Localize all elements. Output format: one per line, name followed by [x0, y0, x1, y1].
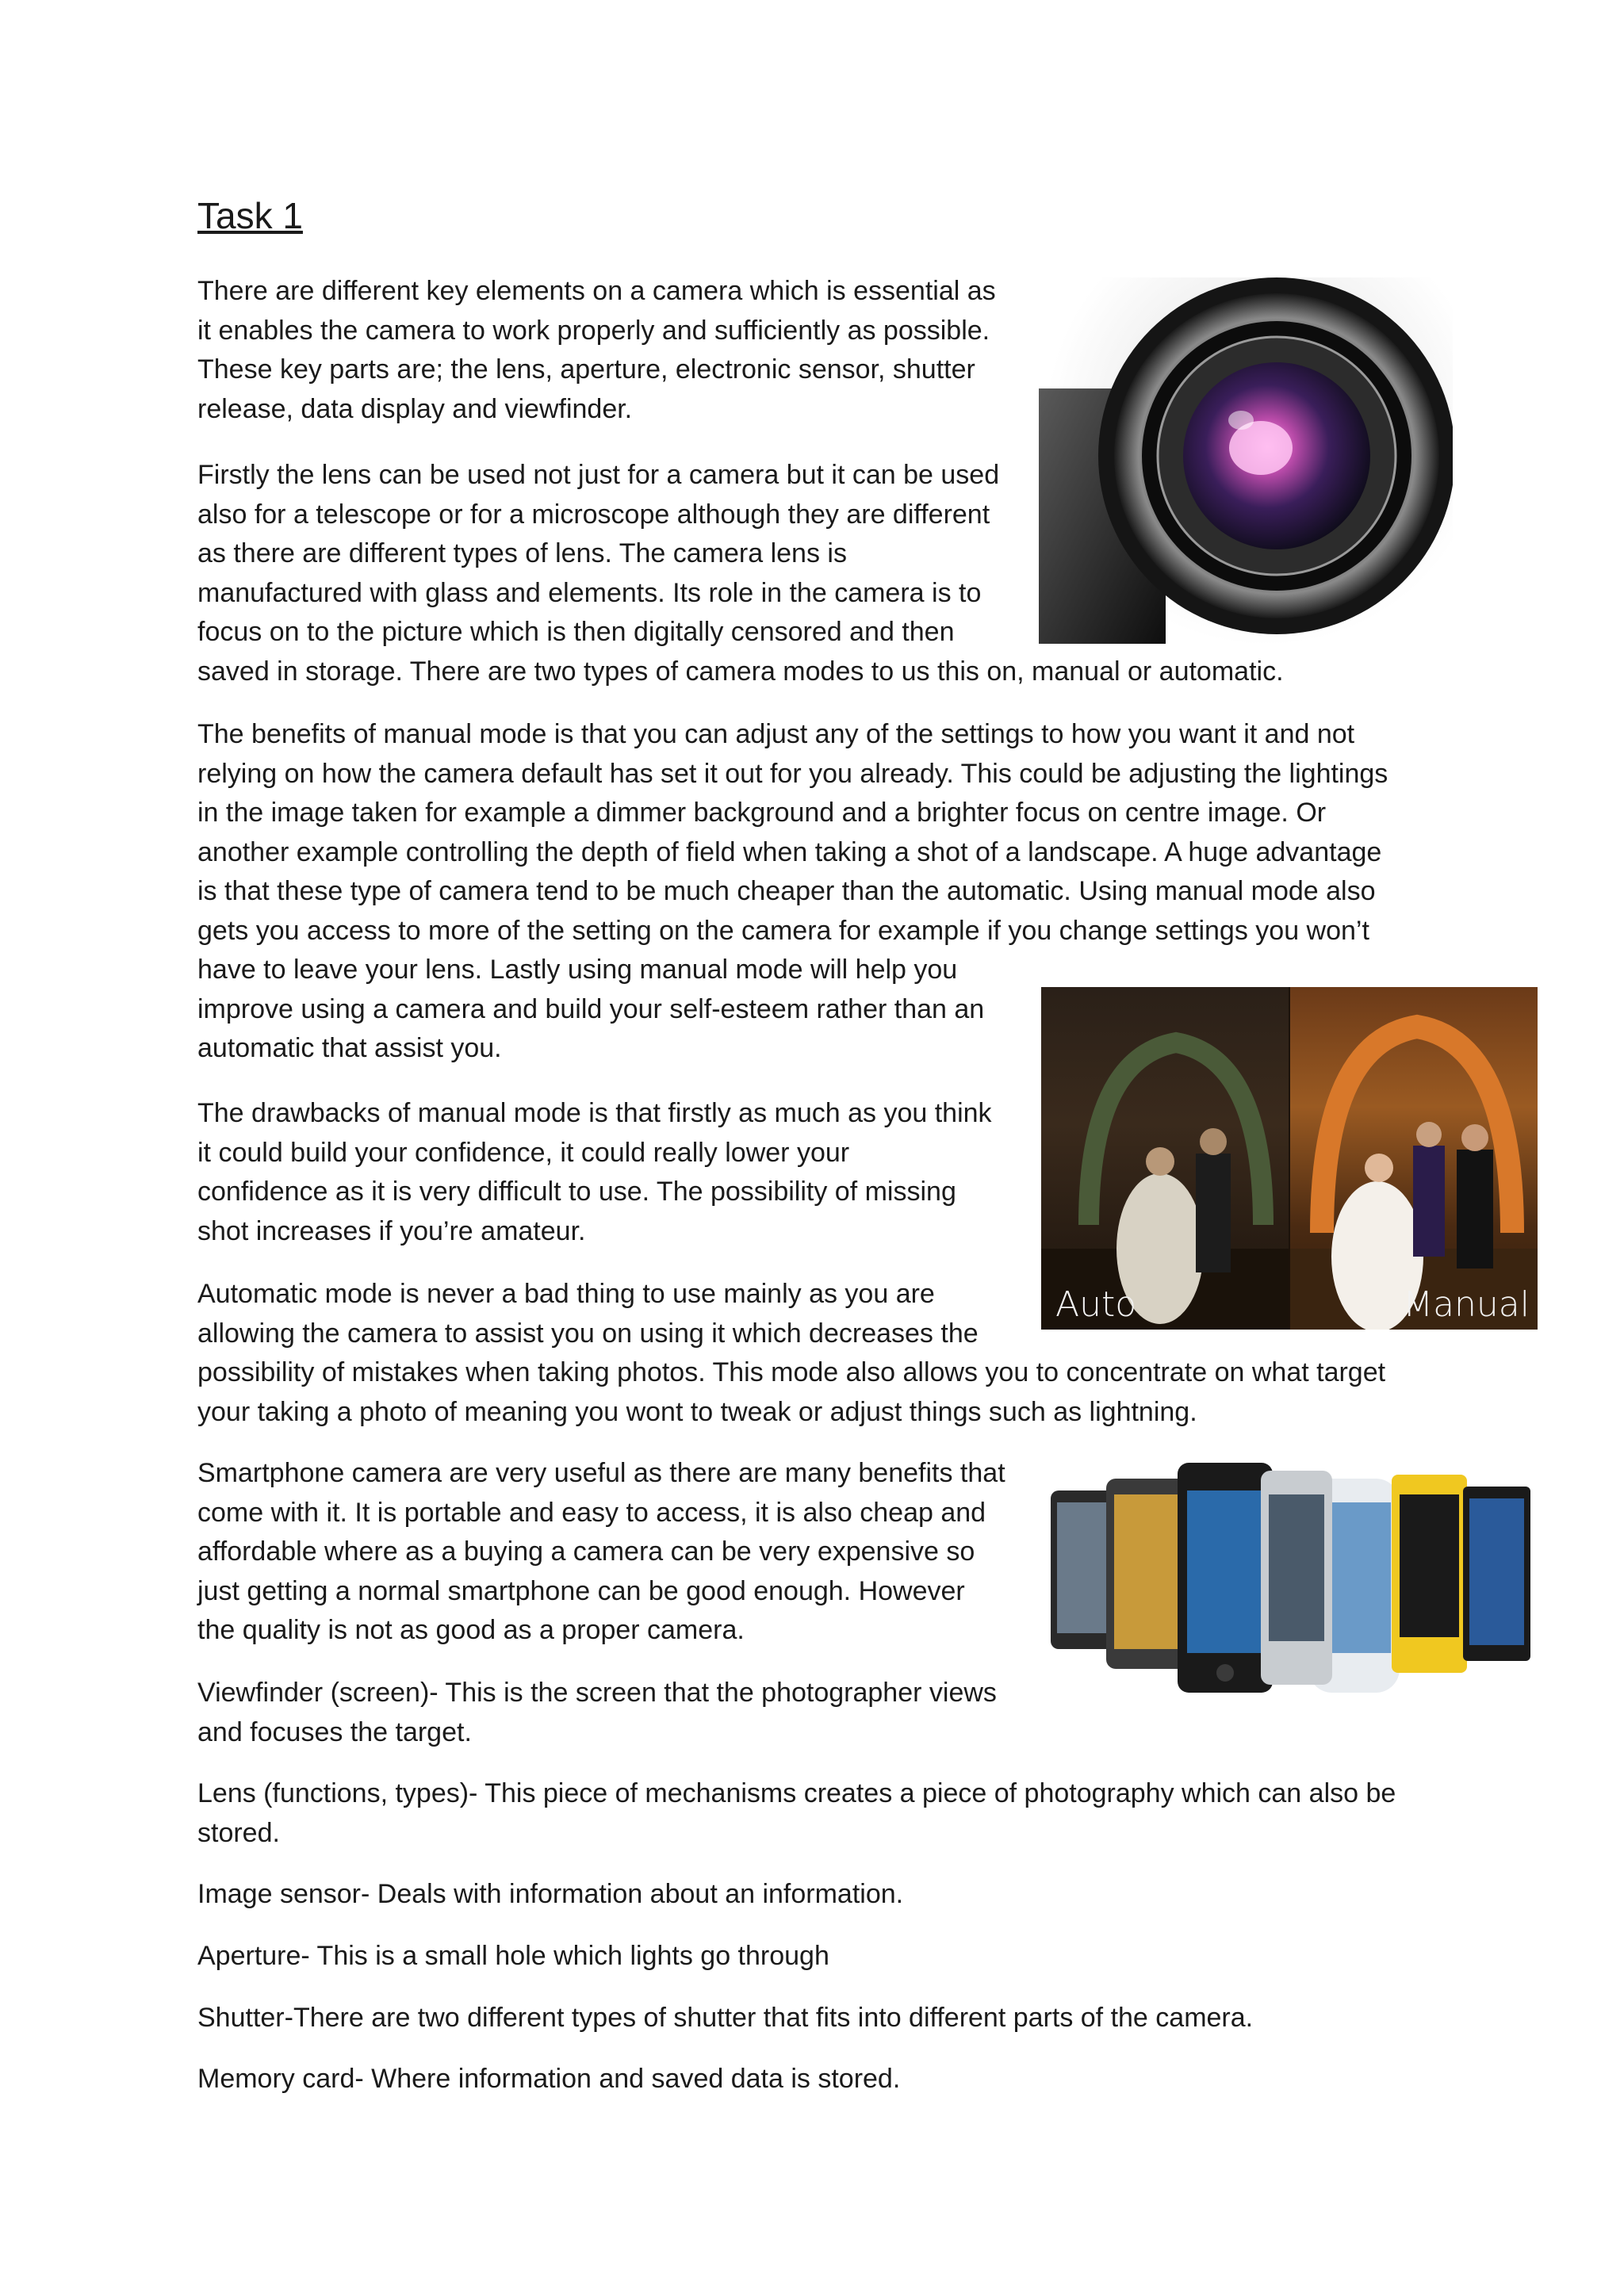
image-sensor-paragraph: Image sensor- Deals with information about an information.: [197, 1879, 904, 1909]
lens-paragraph: Firstly the lens can be used not just for a camera but it can be used also for a telescope or for a microscope although they are different as there are different types of lens. The camera lens is manufactured with glass and elements. Its role in the camera is to focus on to the picture which is then digitally censored and then saved in storage. There are two types of camera modes to us this on, manual or automatic.: [197, 460, 1284, 687]
manual-benefits-paragraph: The benefits of manual mode is that you can adjust any of the settings to how you want it and not relying on how the camera default has set it out for you already. This could be adjusting the lightings in the image taken for example a dimmer background and a brighter focus on centre image. Or another example controlling the depth of field when taking a shot of a landscape. A huge advantage is that these type of camera tend to be much cheaper than the automatic. Using manual mode also gets you access to more of the setting on the camera for example if you change settings you won’t have to leave your lens. Lastly using manual mode will help you improve using a camera and build your self-esteem rather than an automatic that assist you.: [197, 719, 1388, 1063]
camera-lens-illustration: [1039, 277, 1453, 644]
smartphones-illustration: [1051, 1447, 1534, 1724]
manual-mode-photo: [1290, 987, 1538, 1330]
auto-mode-photo: [1041, 987, 1289, 1330]
manual-drawbacks-paragraph: The drawbacks of manual mode is that firstly as much as you think it could build your confidence, it could really lower your confidence as it is very difficult to use. The possibility of missing shot increases if you’re amateur.: [197, 1098, 992, 1246]
smartphone-paragraph: Smartphone camera are very useful as there are many benefits that come with it. It is portable and easy to access, it is also cheap and affordable where as a buying a camera can be very expensive so just getting a normal smartphone can be good enough. However the quality is not as good as a proper camera.: [197, 1458, 1005, 1645]
automatic-mode-paragraph: Automatic mode is never a bad thing to use mainly as you are allowing the camera to assist you on using it which decreases the possibility of mistakes when taking photos. This mode also allows you to concentrate on what target your taking a photo of meaning you wont to tweak or adjust things such as lightning.: [197, 1279, 1386, 1427]
auto-label: Auto: [1055, 1284, 1137, 1325]
lens-definition-paragraph: Lens (functions, types)- This piece of mechanisms creates a piece of photography which can also be stored.: [197, 1778, 1396, 1848]
manual-wedding-illustration: [1290, 987, 1538, 1330]
manual-label: Manual: [1403, 1284, 1530, 1325]
auto-wedding-illustration: [1041, 987, 1289, 1330]
camera-lens-image: [1039, 277, 1453, 644]
memory-card-paragraph: Memory card- Where information and saved data is stored.: [197, 2064, 901, 2094]
smartphones-image: [1051, 1447, 1534, 1724]
shutter-paragraph: Shutter-There are two different types of shutter that fits into different parts of the camera.: [197, 2003, 1254, 2033]
page-title: Task 1: [197, 195, 303, 236]
aperture-paragraph: Aperture- This is a small hole which lights go through: [197, 1941, 829, 1971]
viewfinder-paragraph: Viewfinder (screen)- This is the screen that the photographer views and focuses the target.: [197, 1678, 997, 1747]
wedding-comparison-image: [1041, 987, 1538, 1330]
intro-paragraph: There are different key elements on a camera which is essential as it enables the camera to work properly and sufficiently as possible. These key parts are; the lens, aperture, electronic sensor, shutter release, data display and viewfinder.: [197, 276, 996, 424]
